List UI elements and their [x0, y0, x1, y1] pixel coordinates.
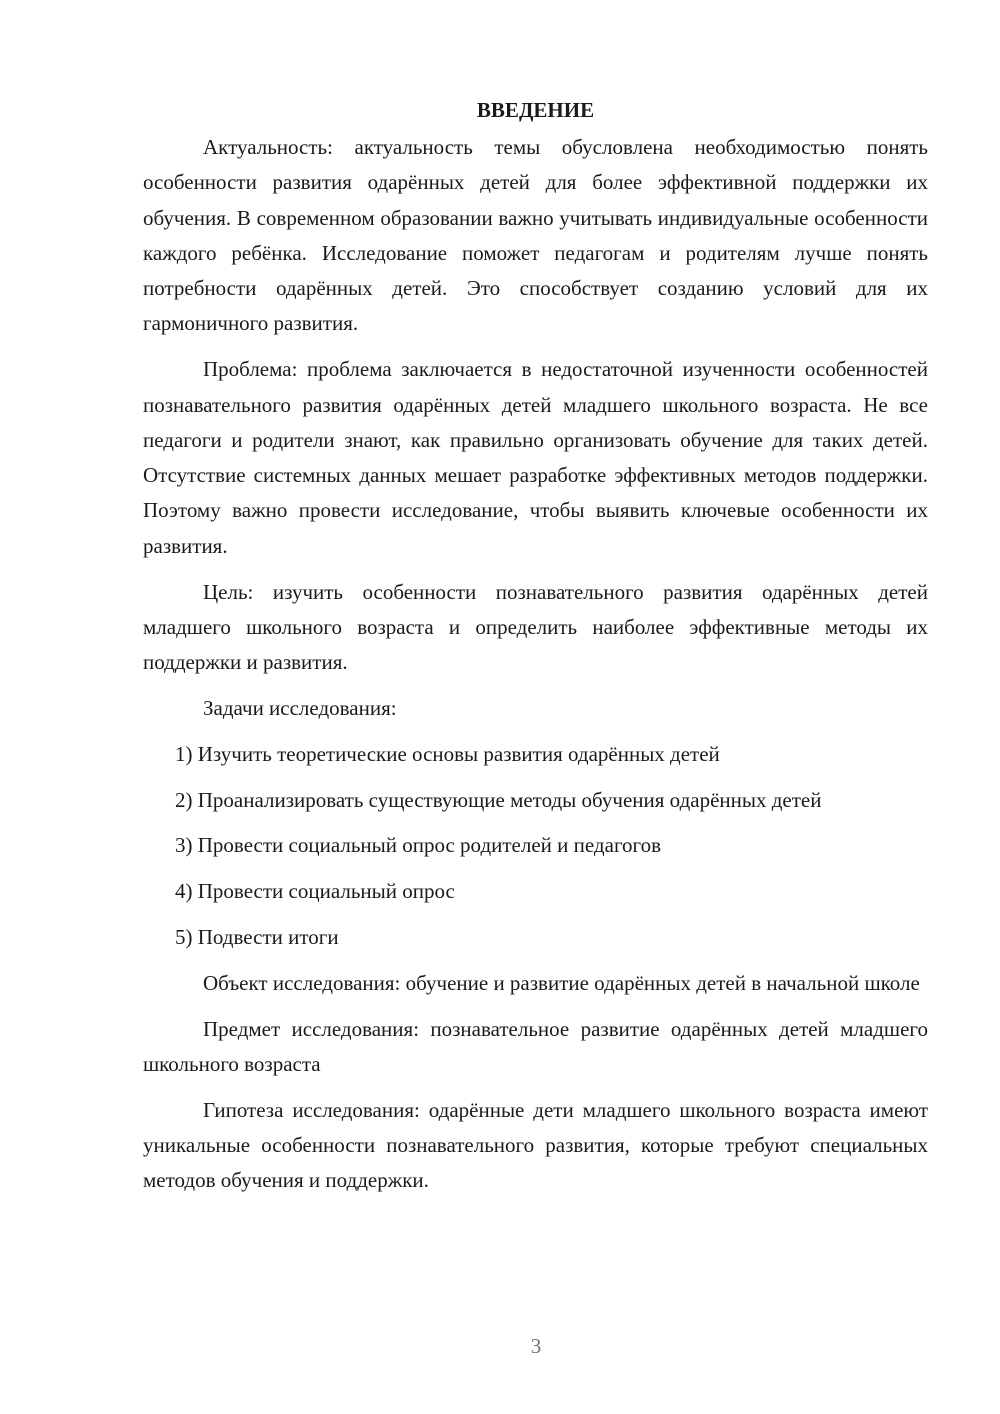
paragraph-relevance: Актуальность: актуальность темы обусловлена необходимостью понять особенности развития одарённых детей для более эффективной поддержки их обучения. В современном образовании важно учитывать индивидуальные особенности каждого ребёнка. Исследование поможет педагогам и родителям лучше понять потребности одарённых детей. Это способствует созданию условий для их гармоничного развития.	[143, 135, 928, 336]
paragraph-problem: Проблема: проблема заключается в недостаточной изученности особенностей познавательного развития одарённых детей младшего школьного возраста. Не все педагоги и родители знают, как правильно организовать обучение для таких детей. Отсутствие системных данных мешает разработке эффективных методов поддержки. Поэтому важно провести исследование, чтобы выявить ключевые особенности их развития.	[143, 357, 928, 558]
tasks-heading: Задачи исследования:	[203, 695, 397, 720]
tasks-list	[143, 737, 928, 955]
list-item: 5) Подвести итоги	[175, 924, 339, 949]
list-item: 4) Провести социальный опрос	[175, 879, 455, 904]
paragraph-subject: Предмет исследования: познавательное развитие одарённых детей младшего школьного возраста	[143, 1016, 928, 1076]
paragraph-goal: Цель: изучить особенности познавательного развития одарённых детей младшего школьного возраста и определить наиболее эффективные методы их поддержки и развития.	[143, 579, 928, 675]
list-item: 3) Провести социальный опрос родителей и педагогов	[175, 833, 662, 858]
page-title: ВВЕДЕНИЕ	[476, 98, 595, 122]
list-item: 2) Проанализировать существующие методы обучения одарённых детей	[175, 787, 822, 812]
document-page	[143, 90, 928, 1209]
list-item: 1) Изучить теоретические основы развития одарённых детей	[175, 741, 720, 766]
paragraph-object: Объект исследования: обучение и развитие одарённых детей в начальной школе	[203, 970, 920, 995]
page-number: 3	[530, 1334, 542, 1358]
paragraph-hypothesis: Гипотеза исследования: одарённые дети младшего школьного возраста имеют уникальные особенности познавательного развития, которые требуют специальных методов обучения и поддержки.	[143, 1097, 928, 1193]
